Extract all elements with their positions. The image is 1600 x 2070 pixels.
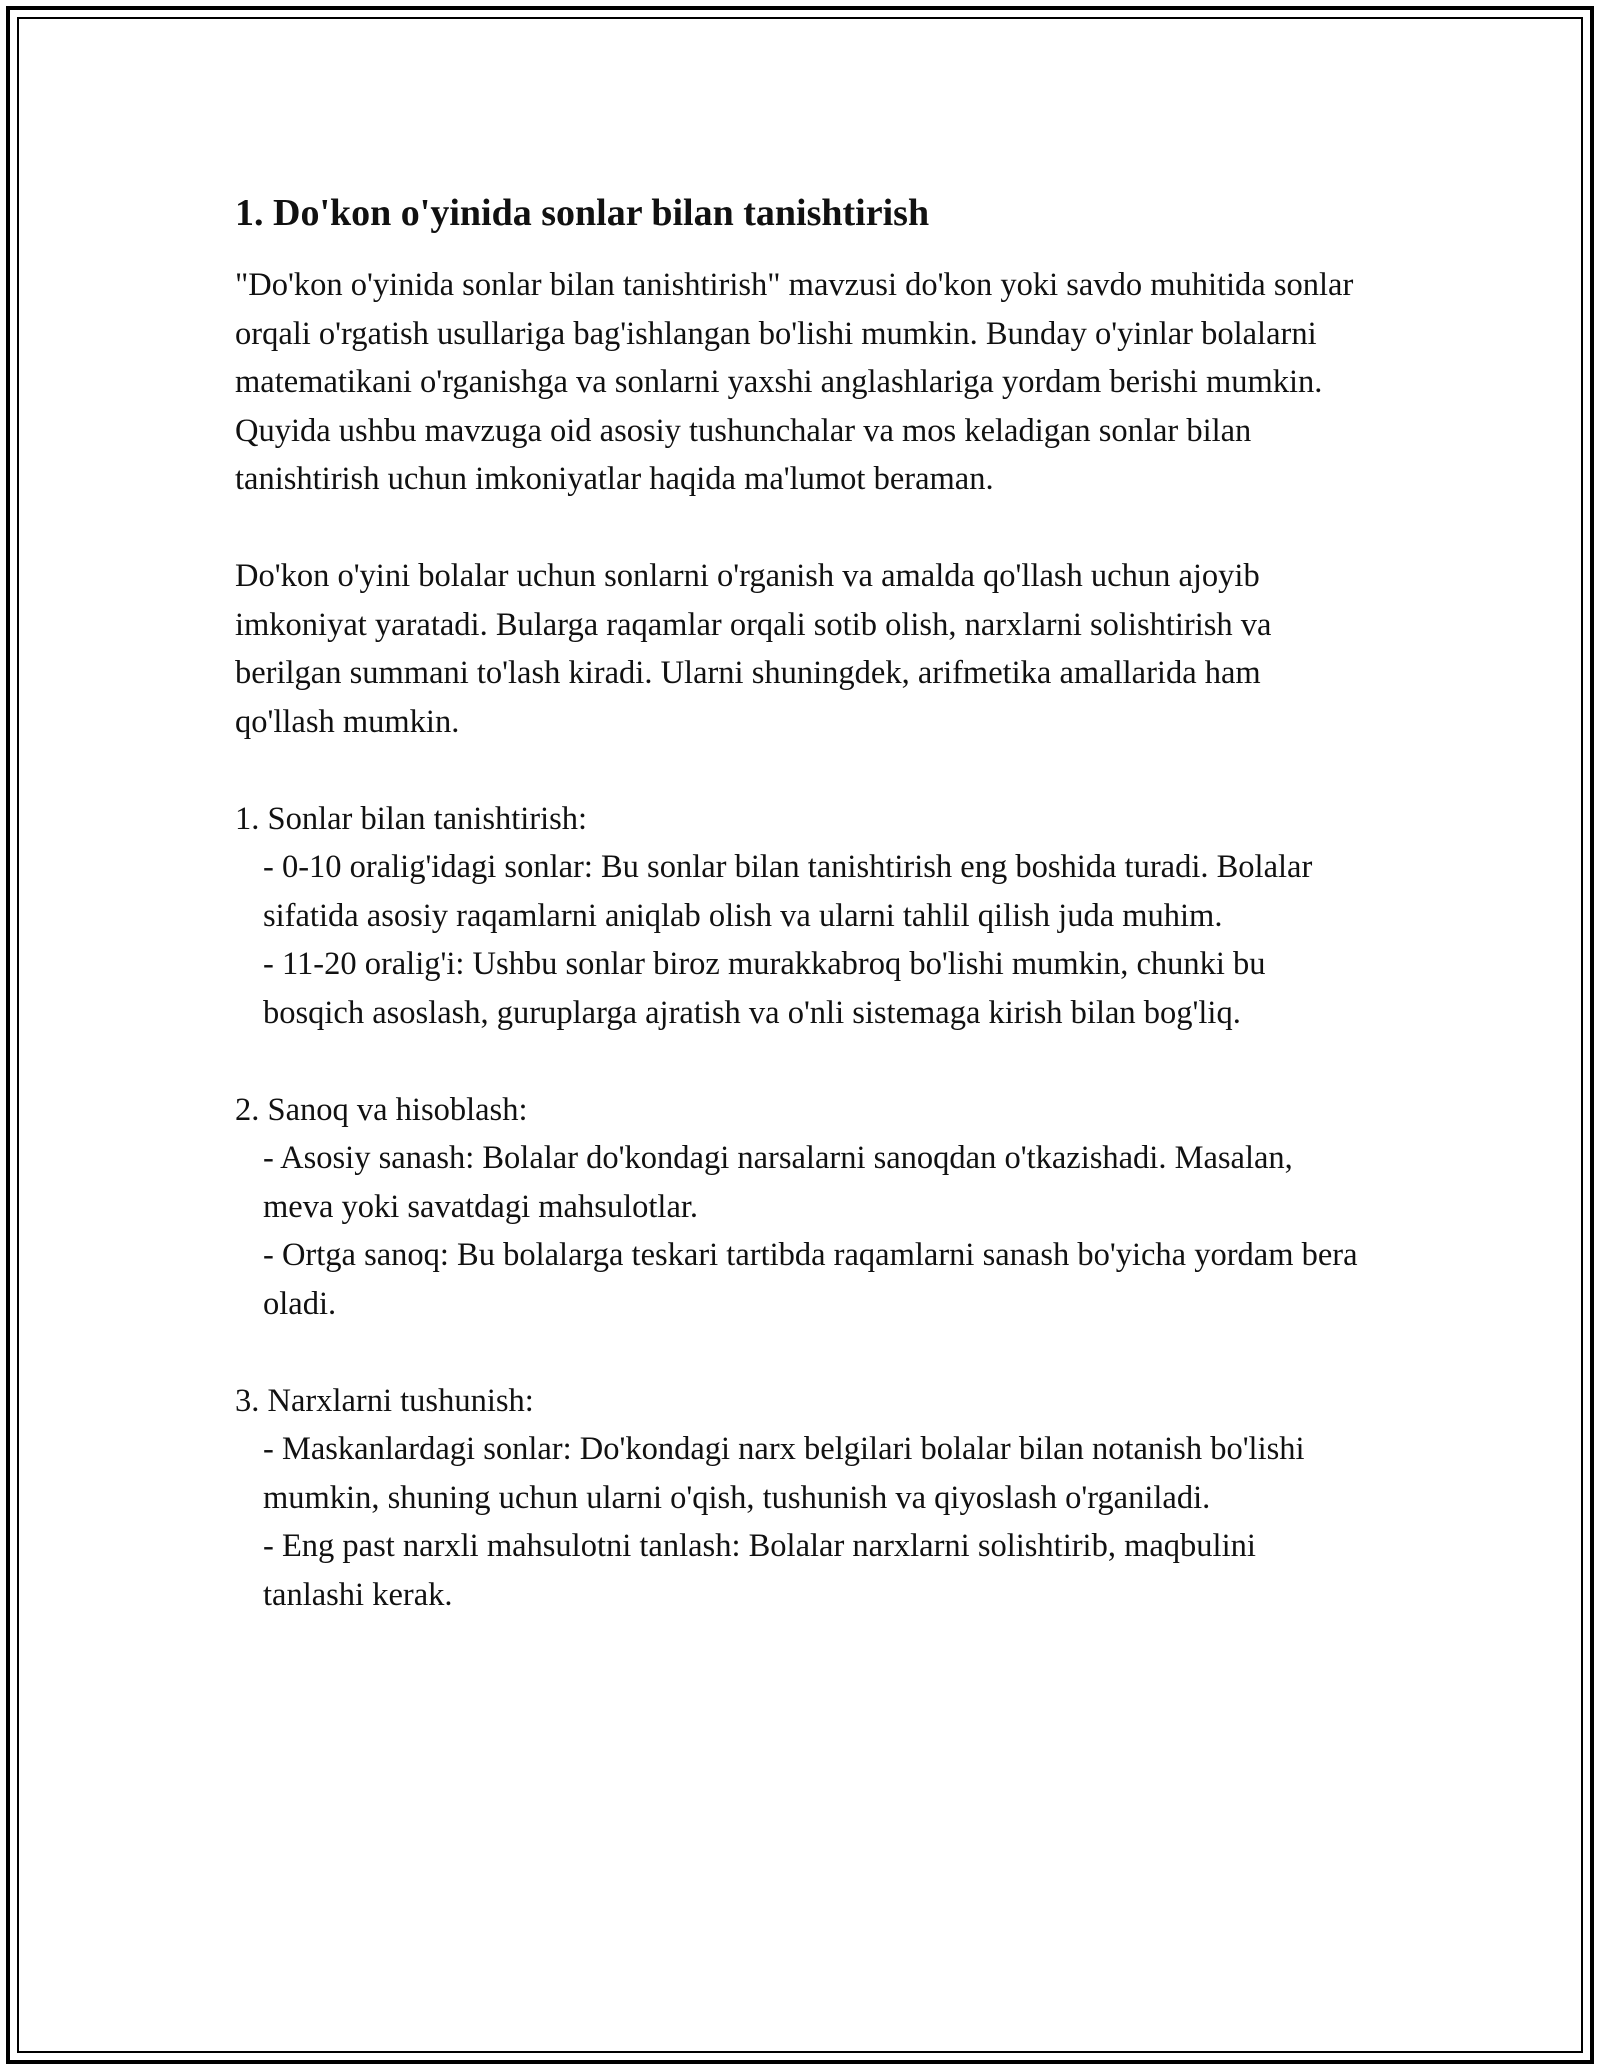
intro-paragraph: "Do'kon o'yinida sonlar bilan tanishtirish" mavzusi do'kon yoki savdo muhitida sonlar orqali o'rgatish usullariga bag'ishlangan bo'lishi mumkin. Bunday o'yinlar bolalarni matematikani o'rganishga va sonlarni yaxshi anglashlariga yordam berishi mumkin. Quyida ushbu mavzuga oid asosiy tushunchalar va mos keladigan sonlar bilan tanishtirish uchun imkoniyatlar haqida ma'lumot beraman. — [235, 267, 1354, 497]
paragraph-spacer — [235, 1037, 1365, 1086]
section-title: 1. Sonlar bilan tanishtirish: — [235, 800, 588, 837]
paragraph-spacer — [235, 746, 1365, 795]
paragraph-spacer — [235, 1328, 1365, 1377]
paragraph-spacer — [235, 504, 1365, 553]
section-item: - Ortga sanoq: Bu bolalarga teskari tartibda raqamlarni sanash bo'yicha yordam bera oladi. — [263, 1237, 1366, 1322]
document-heading: 1. Do'kon o'yinida sonlar bilan tanishtirish — [235, 192, 930, 234]
section-counting — [235, 1086, 1365, 1329]
section-title: 2. Sanoq va hisoblash: — [235, 1091, 528, 1128]
section-item: - Maskanlardagi sonlar: Do'kondagi narx belgilari bolalar bilan notanish bo'lishi mumkin, shuning uchun ularni o'qish, tushunish va qiyoslash o'rganiladi. — [263, 1431, 1313, 1516]
section-item: - 11-20 oralig'i: Ushbu sonlar biroz murakkabroq bo'lishi mumkin, chunki bu bosqich asoslash, guruplarga ajratish va o'nli sistemaga kirish bilan bog'liq. — [263, 946, 1274, 1031]
section-item: - Eng past narxli mahsulotni tanlash: Bolalar narxlarni solishtirib, maqbulini tanlashi kerak. — [263, 1528, 1265, 1613]
section-numbers — [235, 795, 1365, 1038]
section-item: - 0-10 oralig'idagi sonlar: Bu sonlar bilan tanishtirish eng boshida turadi. Bolalar sifatida asosiy raqamlarni aniqlab olish va ularni tahlil qilish juda muhim. — [263, 849, 1321, 934]
document-body — [235, 185, 1365, 1619]
section-prices — [235, 1377, 1365, 1620]
section-item: - Asosiy sanash: Bolalar do'kondagi narsalarni sanoqdan o'tkazishadi. Masalan, meva yoki savatdagi mahsulotlar. — [263, 1140, 1301, 1225]
second-paragraph: Do'kon o'yini bolalar uchun sonlarni o'rganish va amalda qo'llash uchun ajoyib imkoniyat yaratadi. Bularga raqamlar orqali sotib olish, narxlarni solishtirish va berilgan summani to'lash kiradi. Ularni shuningdek, arifmetika amallarida ham qo'llash mumkin. — [235, 558, 1272, 740]
section-title: 3. Narxlarni tushunish: — [235, 1382, 534, 1419]
